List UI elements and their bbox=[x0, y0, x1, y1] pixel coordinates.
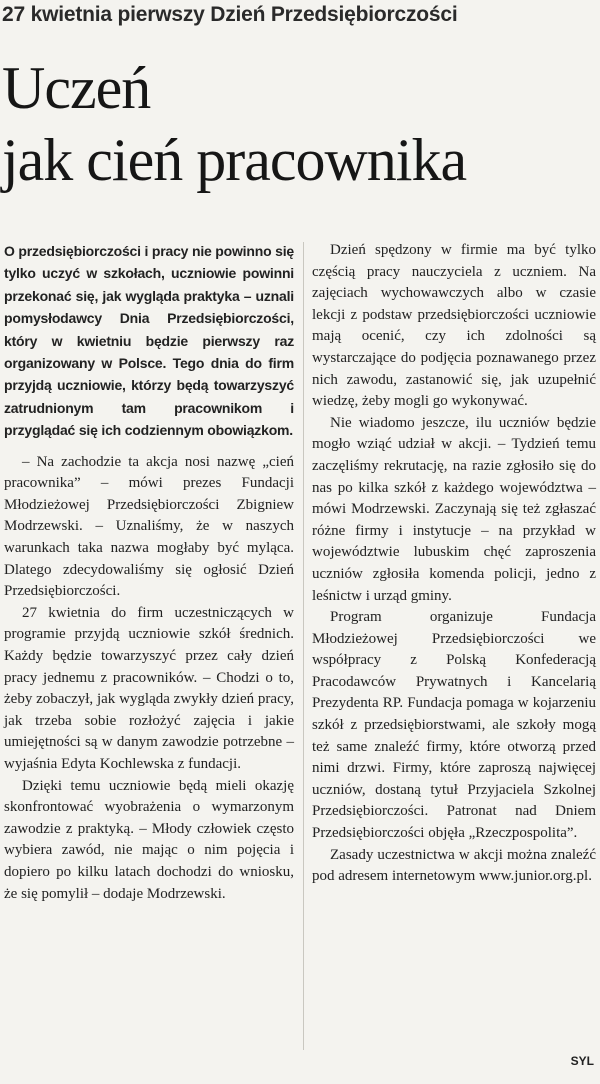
paragraph: Dzięki temu uczniowie będą mieli okazję skonfrontować wyobrażenia o wymarzonym zawodzie z praktyką. – Młody człowiek często wybiera zawód, nie mając o nim pojęcia i dopiero po kilku latach dochodzi do wniosku, że się pomylił – dodaje Modrzewski. bbox=[4, 777, 294, 902]
right-column bbox=[312, 240, 596, 888]
paragraph: 27 kwietnia do firm uczestniczących w programie przyjdą uczniowie szkół średnich. Każdy będzie towarzyszyć przez cały dzień pracy jednemu z pracowników. – Chodzi o to, żeby zobaczył, jak wygląda zwykły dzień pracy, jak trzeba sobie rozłożyć zajęcia i jakie umiejętności są w danym zawodzie potrzebne – wyjaśnia Edyta Kochlewska z fundacji. bbox=[4, 604, 294, 772]
headline-line-2: jak cień pracownika bbox=[2, 127, 467, 193]
paragraph: Nie wiadomo jeszcze, ilu uczniów będzie mogło wziąć udział w akcji. – Tydzień temu zaczęliśmy rekrutację, na razie zgłosiło się do nas po kilka szkół z każdego województwa – mówi Modrzewski. Zaczynają się też zgłaszać różne firmy i instytucje – na przykład w województwie lubuskim chęć zaproszenia uczniów zgłosiła komenda policji, jedno z leśnictw i urząd gminy. bbox=[312, 414, 596, 604]
paragraph: Dzień spędzony w firmie ma być tylko częścią pracy nauczyciela z uczniem. Na zajęciach wychowawczych albo w czasie lekcji z podstaw przedsiębiorczości uczniowie mają ocenić, czy ich zdolności są wystarczające do podjęcia poznawanego przez nich zawodu, zastanowić się, jak uzupełnić wiedzę, żeby mogli go wykonywać. bbox=[312, 242, 596, 410]
paragraph: – Na zachodzie ta akcja nosi nazwę „cień pracownika” – mówi prezes Fundacji Młodzieżowej Przedsiębiorczości Zbigniew Modrzewski. – Uznaliśmy, że w naszych warunkach taka nazwa mogłaby być myląca. Dlatego zdecydowaliśmy się ogłosić Dzień Przedsiębiorczości. bbox=[4, 453, 294, 600]
article-headline bbox=[2, 52, 598, 196]
headline-line-1: Uczeń bbox=[2, 55, 151, 121]
left-column bbox=[4, 240, 294, 905]
column-divider bbox=[303, 242, 304, 1050]
paragraph: Program organizuje Fundacja Młodzieżowej Przedsiębiorczości we współpracy z Polską Konfederacją Pracodawców Prywatnych i Kancelarią Prezydenta RP. Fundacja pomaga w kojarzeniu szkół z przedsiębiorstwami, ale szkoły mogą też same znaleźć firmy, które otworzą przed nimi drzwi. Firmy, które zaproszą najwięcej uczniów, dostaną tytuł Przyjaciela Szkolnej Przedsiębiorczości. Patronat nad Dniem Przedsiębiorczości objęła „Rzeczpospolita”. bbox=[312, 609, 596, 842]
paragraph: Zasady uczestnictwa w akcji można znaleźć pod adresem internetowym www.junior.org.pl. bbox=[312, 846, 596, 885]
author-byline: SYL bbox=[570, 1054, 594, 1068]
article-kicker: 27 kwietnia pierwszy Dzień Przedsiębiorczości bbox=[2, 3, 458, 26]
article-lead: O przedsiębiorczości i pracy nie powinno się tylko uczyć w szkołach, uczniowie powinni przekonać się, jak wygląda praktyka – uznali pomysłodawcy Dnia Przedsiębiorczości, który w kwietniu będzie pierwszy raz organizowany w Polsce. Tego dnia do firm przyjdą uczniowie, którzy będą towarzyszyć zatrudnionym tam pracownikom i przyglądać się ich codziennym obowiązkom. bbox=[4, 243, 294, 439]
